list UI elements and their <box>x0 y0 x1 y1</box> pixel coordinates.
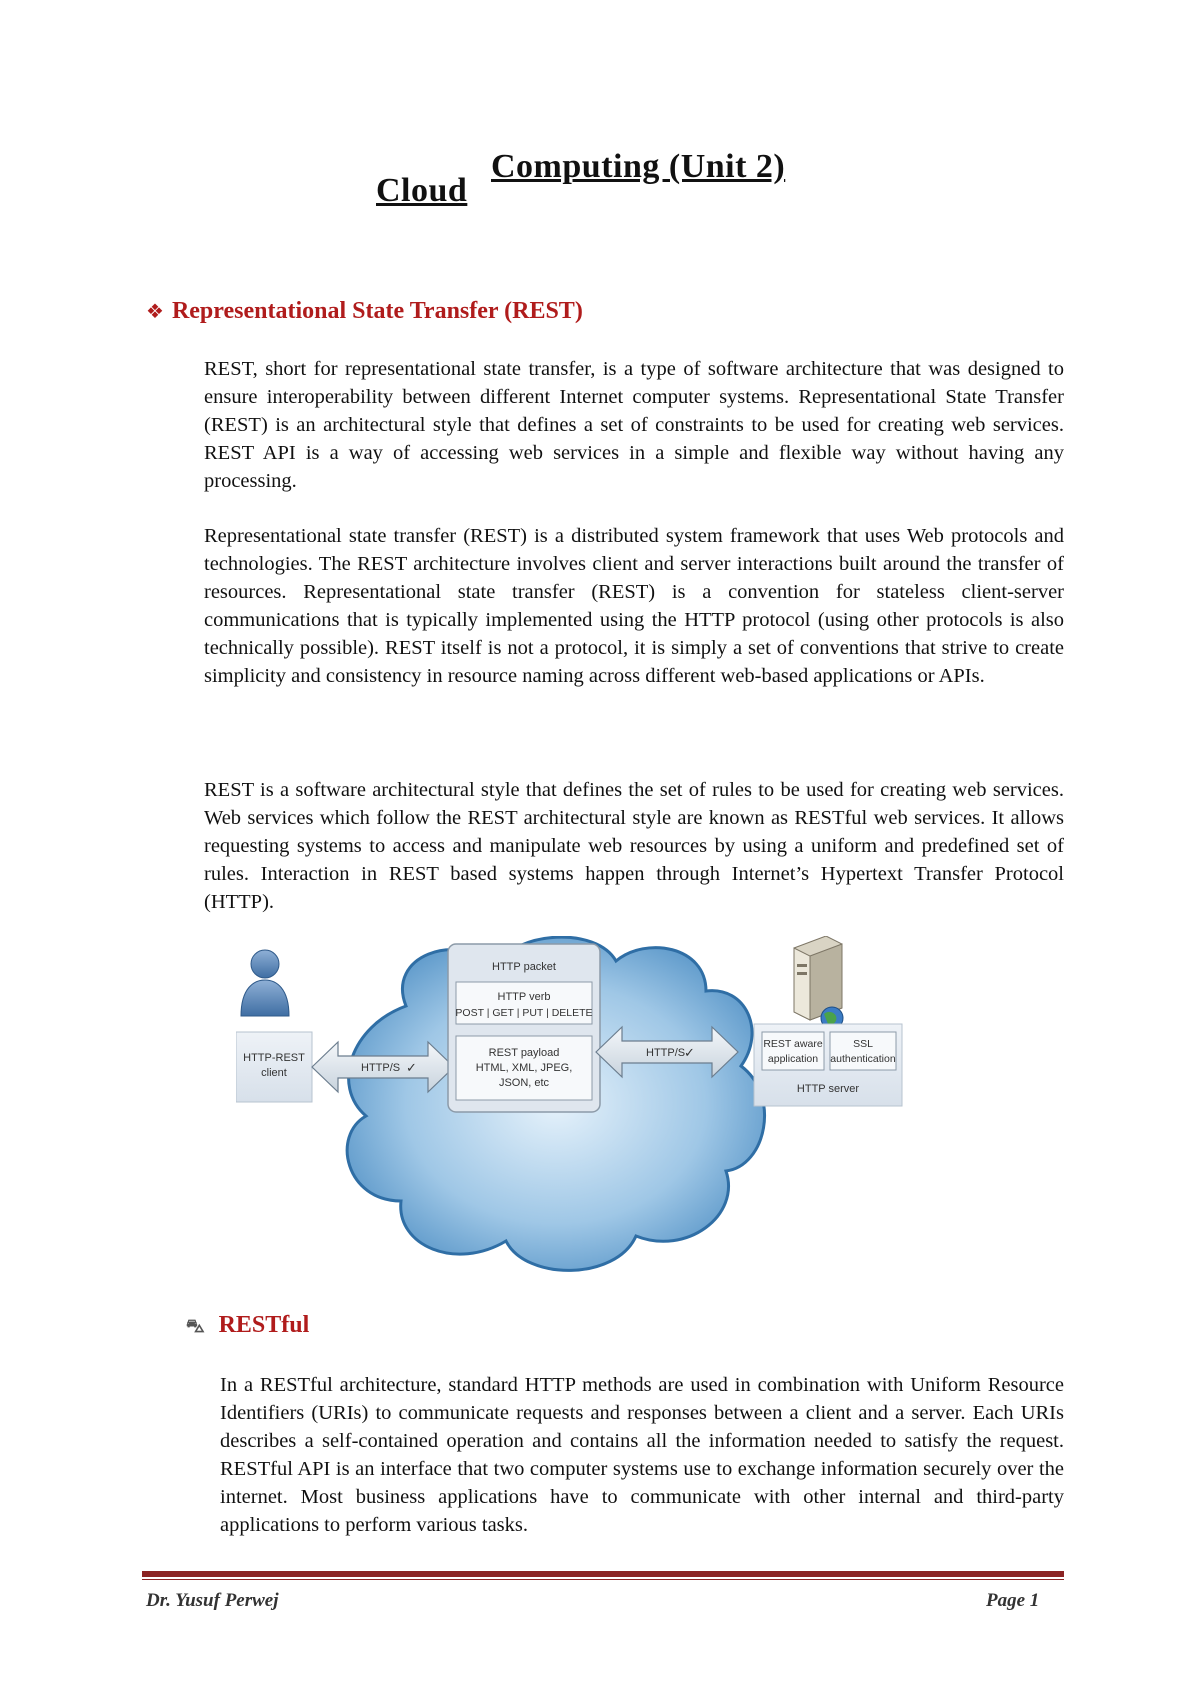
footer-author: Dr. Yusuf Perwej <box>146 1590 279 1611</box>
payload-title: REST payload <box>488 1047 560 1059</box>
title-part-computing: Computing (Unit 2) <box>491 148 786 185</box>
section-heading-text: RESTful <box>218 1312 310 1338</box>
server-box-label: REST aware <box>763 1038 823 1050</box>
check-icon: ✓ <box>406 1061 417 1076</box>
paragraph: Representational state transfer (REST) is a distributed system framework that uses Web protocols and technologies. The REST architecture involves client and server interactions built around the transfer of resources. Representational state transfer (REST) is a convention for stateless client-server communications that is typically implemented using the HTTP protocol (using other protocols is also technically possible). REST itself is not a protocol, it is simply a set of conventions that strive to create simplicity and consistency in resource naming across different web-based applications or APIs. <box>204 525 1064 687</box>
section-heading-text: Representational State Transfer (REST) <box>171 298 583 324</box>
page-title <box>0 148 1200 218</box>
footer-page-number: Page 1 <box>986 1590 1040 1611</box>
client-label: HTTP-REST <box>243 1052 305 1064</box>
arrow-label: HTTP/S <box>361 1062 401 1074</box>
server-box-label: authentication <box>830 1053 896 1065</box>
verb-title: HTTP verb <box>497 991 551 1003</box>
paragraph: In a RESTful architecture, standard HTTP methods are used in combination with Uniform Resource Identifiers (URIs) to communicate requests and responses between a client and a server. Each URIs describes a self-contained operation and contains all the information needed to satisfy the request. RESTful API is an interface that two computer systems use to exchange information securely over the internet. Most business applications have to communicate with other internal and third-party applications to perform various tasks. <box>220 1374 1064 1536</box>
verb-list: POST | GET | PUT | DELETE <box>455 1007 593 1019</box>
check-icon: ✓ <box>684 1046 695 1061</box>
paragraph: REST is a software architectural style that defines the set of rules to be used for creating web services. Web services which follow the REST architectural style are known as RESTful web services. It allows requesting systems to access and manipulate web resources by using a uniform and predefined set of rules. Interaction in REST based systems happen through Internet’s Hypertext Transfer Protocol (HTTP). <box>204 779 1064 913</box>
client-label: client <box>261 1067 287 1079</box>
title-part-cloud: Cloud <box>376 172 468 209</box>
payload-line: JSON, etc <box>498 1077 550 1089</box>
payload-line: HTML, XML, JPEG, <box>475 1062 573 1074</box>
diamond-bullet-icon: ❖ <box>146 299 164 323</box>
arrow-label: HTTP/S <box>646 1047 686 1059</box>
section-heading-rest <box>146 298 583 325</box>
bus-icon: ⛍ <box>186 1316 205 1337</box>
footer-divider <box>142 1571 1064 1577</box>
server-box-label: SSL <box>853 1038 873 1050</box>
paragraph: REST, short for representational state transfer, is a type of software architecture that was designed to ensure interoperability between different Internet computer systems. Representational State Transfer (REST) is an architectural style that defines a set of constraints to be used for creating web services. REST API is a way of accessing web services in a simple and flexible way without having any processing. <box>204 358 1064 492</box>
server-label: HTTP server <box>796 1083 860 1095</box>
person-icon <box>241 950 289 1016</box>
rest-architecture-diagram <box>236 936 976 1290</box>
section-heading-restful <box>186 1312 309 1340</box>
server-box-label: application <box>767 1053 819 1065</box>
packet-title: HTTP packet <box>492 961 556 973</box>
footer-divider <box>142 1579 1064 1580</box>
